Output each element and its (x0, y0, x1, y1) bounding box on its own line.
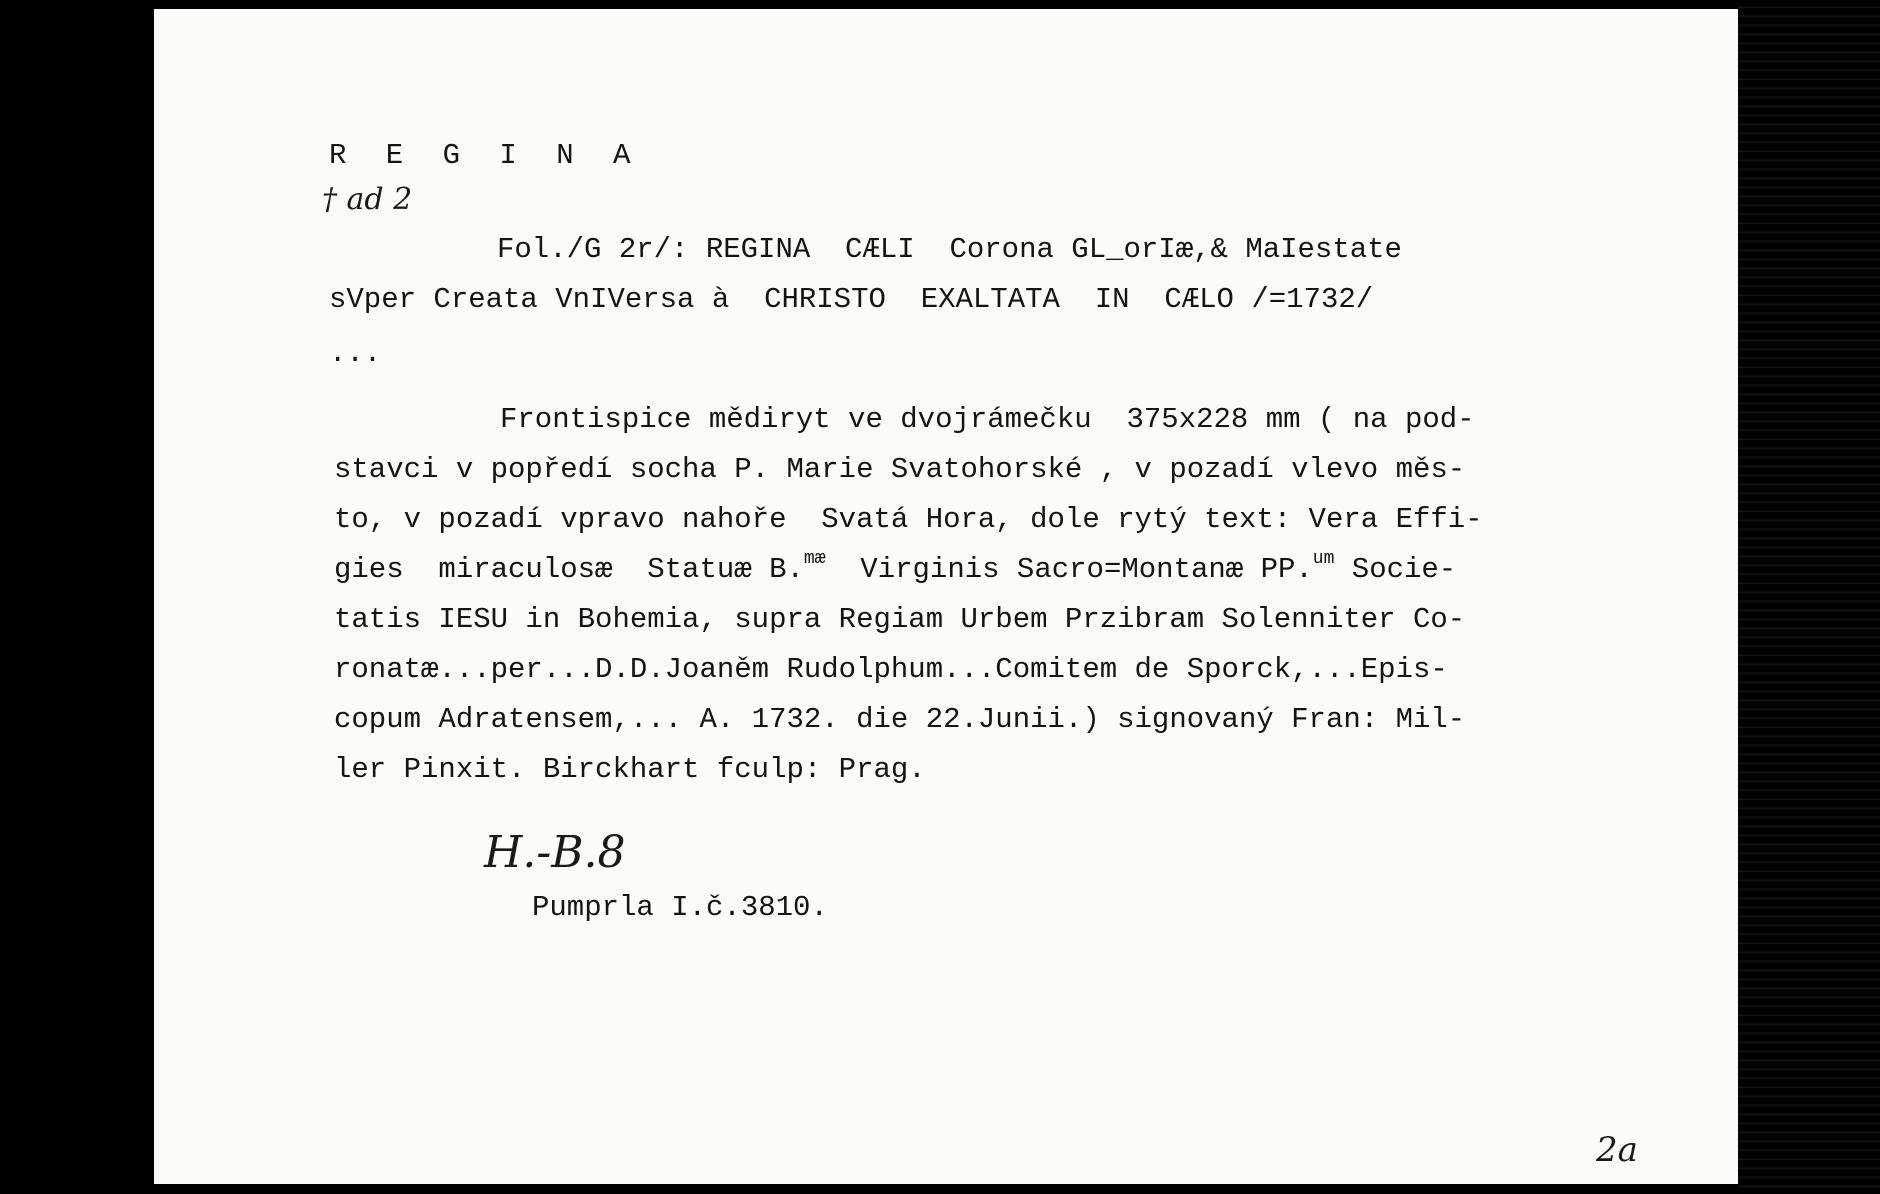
description-line-1: Frontispice mědiryt ve dvojrámečku 375x228 mm ( na pod- (500, 403, 1475, 436)
handwritten-signature: H.-B.8 (484, 827, 626, 878)
description-line-3: to, v pozadí vpravo nahoře Svatá Hora, dole rytý text: Vera Effi- (334, 503, 1483, 536)
bibliographic-reference: Pumprla I.č.3810. (532, 891, 828, 924)
title-line-2: sVper Creata VnIVersa à CHRISTO EXALTATA IN CÆLO /=1732/ (329, 283, 1374, 316)
line4-part1: gies miraculosæ Statuæ B. (334, 553, 804, 586)
description-line-6: ronatæ...per...D.D.Joaněm Rudolphum...Comitem de Sporck,...Epis- (334, 653, 1448, 686)
line4-superscript-2: um (1312, 549, 1335, 569)
scan-edge-noise (1738, 0, 1880, 1194)
line4-part2: Virginis Sacro=Montanæ PP. (825, 553, 1313, 586)
description-line-8: ler Pinxit. Birckhart fculp: Prag. (334, 753, 926, 786)
handwritten-reference: † ad 2 (322, 182, 413, 217)
description-line-5: tatis IESU in Bohemia, supra Regiam Urbem Przibram Solenniter Co- (334, 603, 1466, 636)
index-card (154, 9, 1738, 1184)
title-ellipsis: ... (329, 337, 382, 370)
line4-part3: Socie- (1334, 553, 1457, 586)
description-line-2: stavci v popředí socha P. Marie Svatohorské , v pozadí vlevo měs- (334, 453, 1466, 486)
line4-superscript-1: mæ (803, 549, 826, 569)
card-heading: R E G I N A (329, 139, 642, 172)
description-line-7: copum Adratensem,... A. 1732. die 22.Junii.) signovaný Fran: Mil- (334, 703, 1466, 736)
title-line-1: Fol./G 2r/: REGINA CÆLI Corona GL_orIæ,& MaIestate (497, 233, 1402, 266)
page-mark: 2a (1596, 1130, 1638, 1170)
description-line-4 (334, 549, 1457, 586)
